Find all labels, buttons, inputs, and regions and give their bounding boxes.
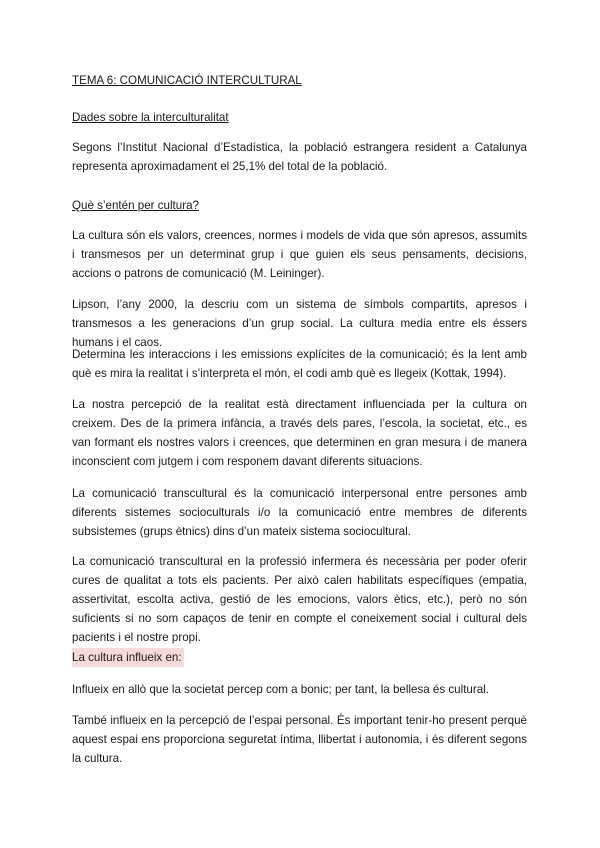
paragraph-dades: Segons l’Institut Nacional d’Estadística, la població estrangera resident a Catalunya representa aproximadament el 25,1% del total de la població. bbox=[72, 141, 527, 173]
paragraph-bellesa: Influeix en allò que la societat percep com a bonic; per tant, la bellesa és cultural. bbox=[72, 683, 489, 696]
paragraph-interaccions: Determina les interaccions i les emissions explícites de la comunicació; és la lent amb què es mira la realitat i s’interpreta el món, el codi amb què es llegeix (Kottak, 1994). bbox=[72, 348, 527, 380]
document-title: TEMA 6: COMUNICACIÓ INTERCULTURAL bbox=[72, 74, 302, 87]
section-heading-interculturalitat: Dades sobre la interculturalitat bbox=[72, 111, 229, 124]
paragraph-lipson: Lipson, l’any 2000, la descriu com un sistema de símbols compartits, apresos i transmesos a les generacions d’un grup social. La cultura media entre els éssers humans i el caos. bbox=[72, 298, 527, 349]
paragraph-comunicacio-transcultural: La comunicació transcultural és la comunicació interpersonal entre persones amb diferents sistemes socioculturals i/o la comunicació entre membres de diferents subsistemes (grups ètnics) dins d’un mateix sistema sociocultural. bbox=[72, 487, 527, 538]
paragraph-professio-infermera: La comunicació transcultural en la professió infermera és necessària per poder oferir cures de qualitat a tots els pacients. Per això calen habilitats específiques (empatia, assertivitat, escolta activa, gestió de les emocions, valors ètics, etc.), però no són suficients si no som capaços de tenir en compte el coneixement social i cultural dels pacients i el nostre propi. bbox=[72, 555, 527, 644]
paragraph-percepcio: La nostra percepció de la realitat està directament influenciada per la cultura on creixem. Des de la primera infància, a través dels pares, l’escola, la societat, etc., es van formant els nostres valors i creences, que determinen en gran mesura i de manera inconscient com jutgem i com responem davant diferents situacions. bbox=[72, 398, 527, 468]
paragraph-espai-personal: També influeix en la percepció de l’espai personal. És important tenir-ho present perquè aquest espai ens proporciona seguretat íntima, llibertat i autonomia, i és diferent segons la cultura. bbox=[72, 714, 527, 765]
paragraph-cultura-definicio: La cultura són els valors, creences, normes i models de vida que són apresos, assumits i transmesos per un determinat grup i que guien els seus pensaments, decisions, accions o patrons de comunicació (M. Leininger). bbox=[72, 229, 527, 280]
section-heading-cultura: Què s’entén per cultura? bbox=[72, 199, 199, 212]
highlighted-heading-influeix: La cultura influeix en: bbox=[72, 648, 184, 667]
